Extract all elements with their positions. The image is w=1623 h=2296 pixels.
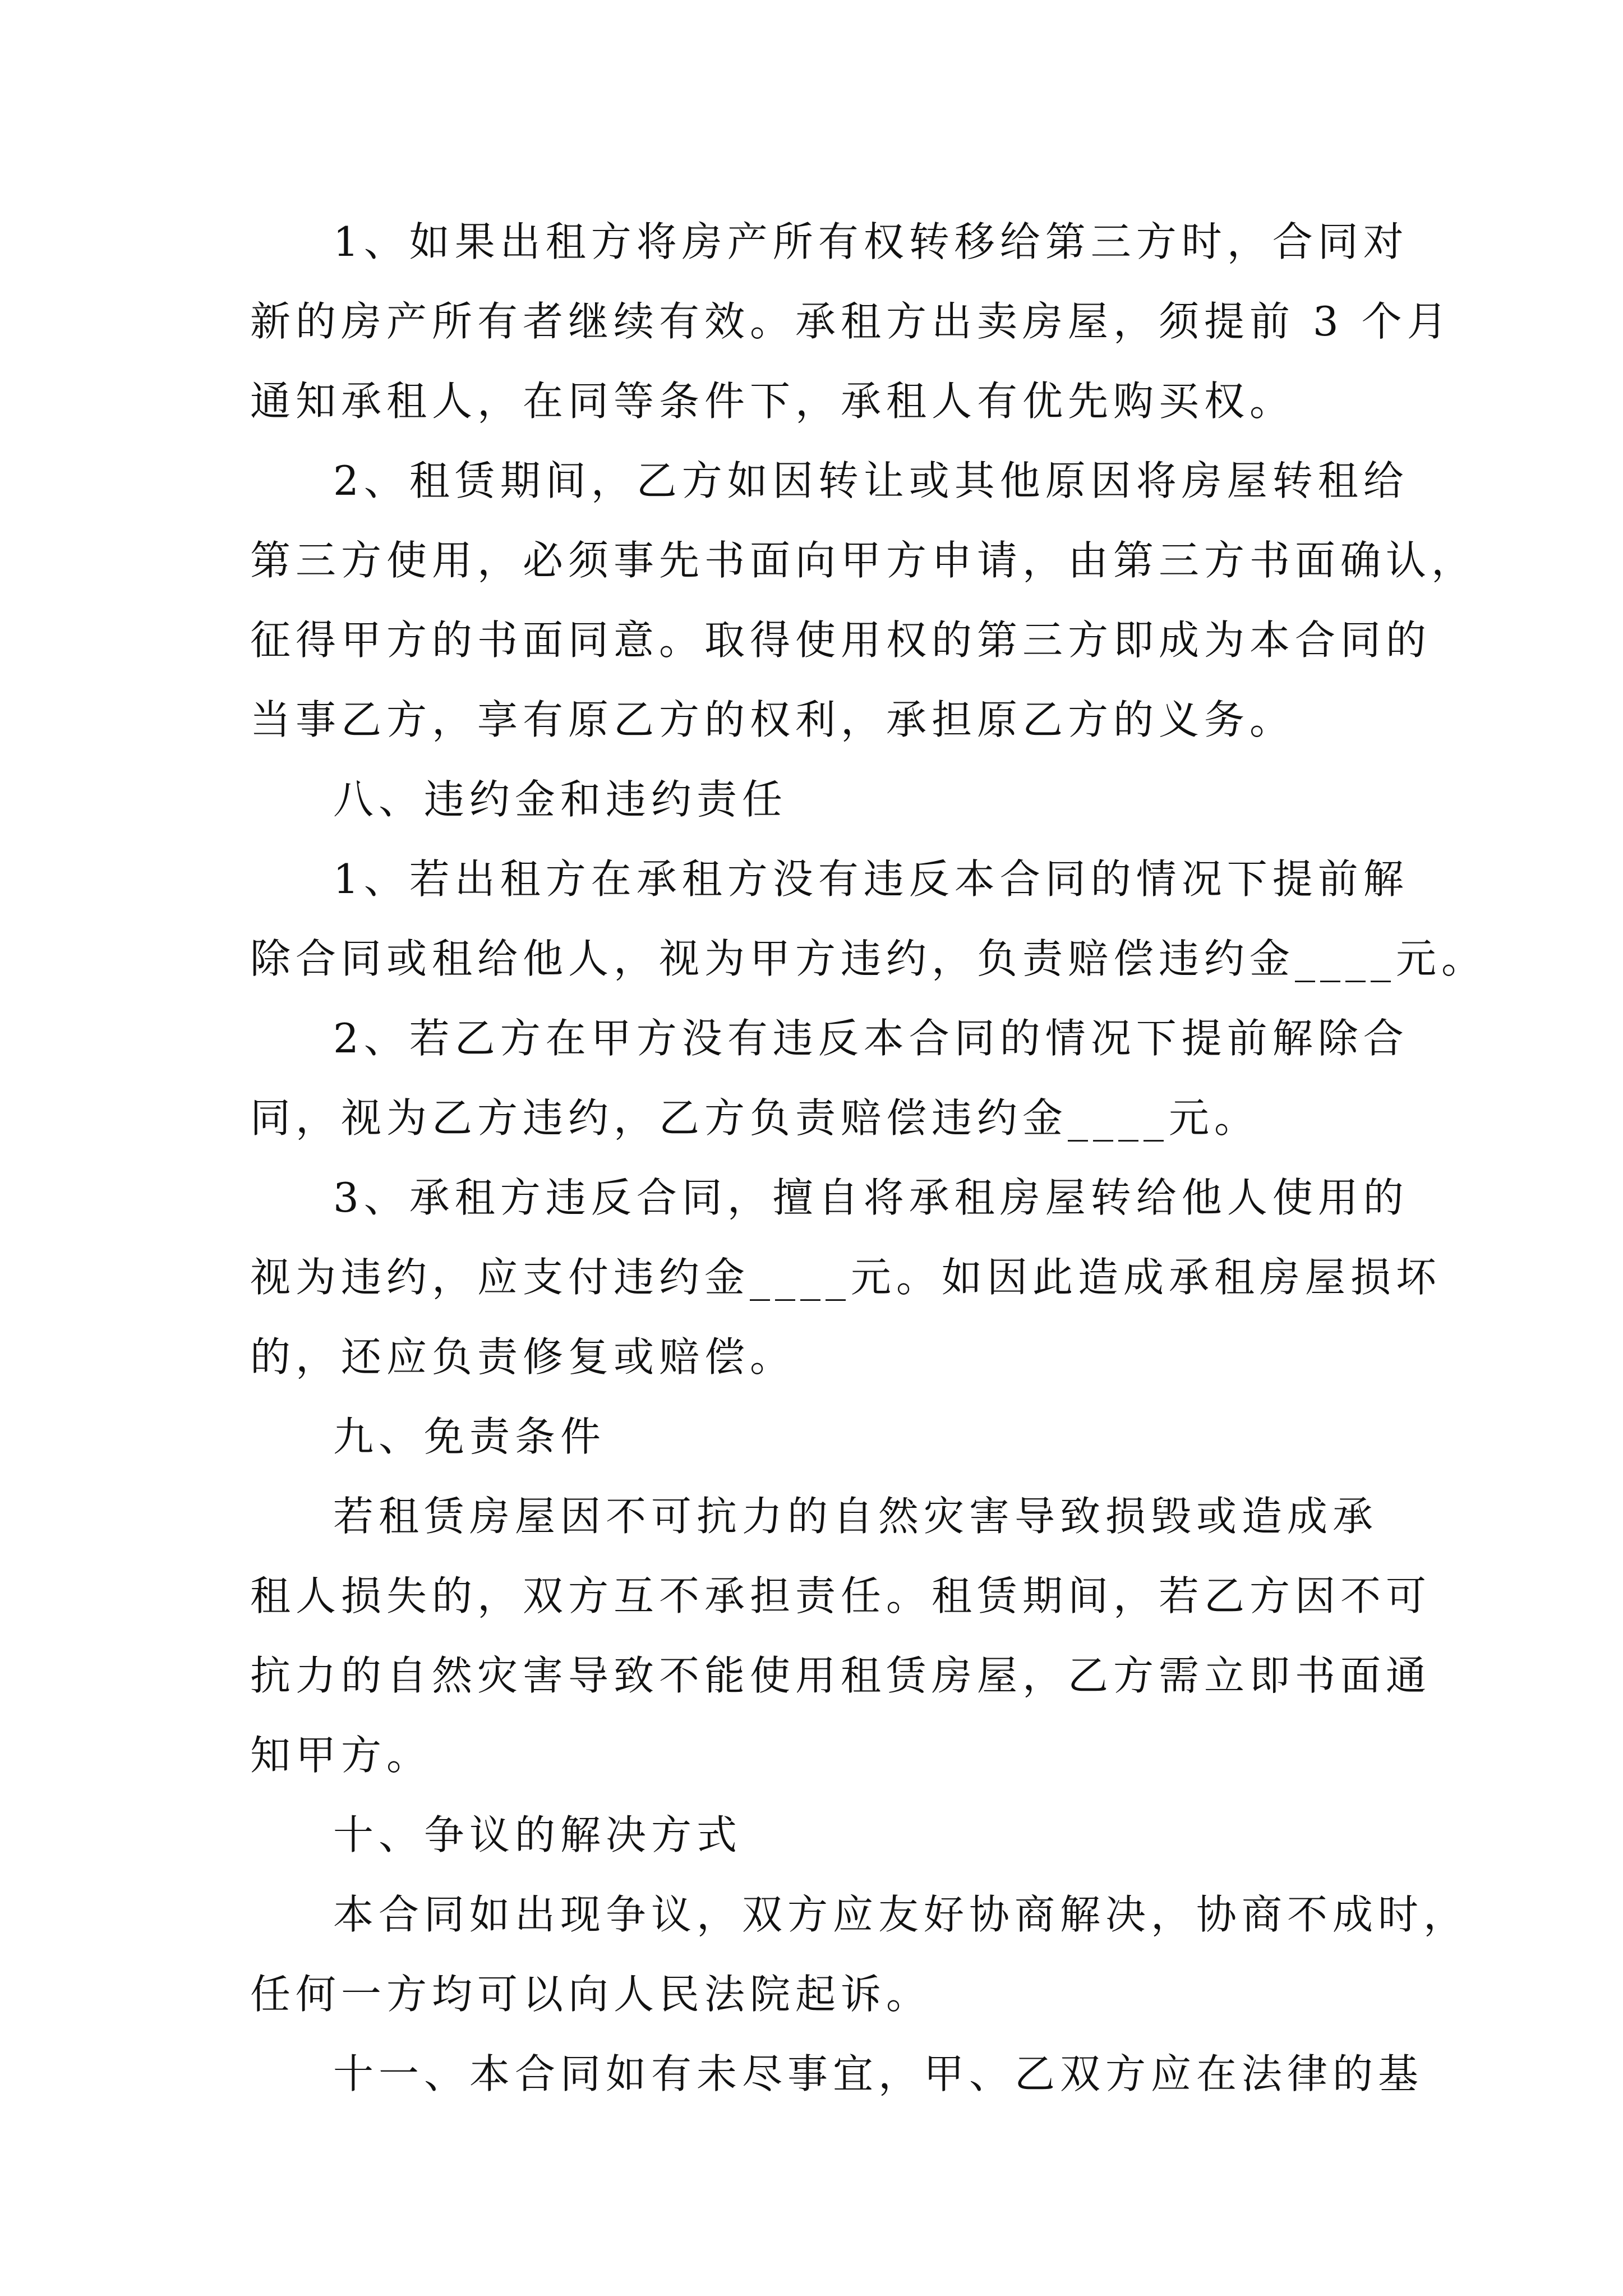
text-line: 除合同或租给他人，视为甲方违约，负责赔偿违约金____元。 bbox=[250, 935, 1487, 982]
text-line: 抗力的自然灾害导致不能使用租赁房屋，乙方需立即书面通 bbox=[250, 1652, 1432, 1699]
text-line: 征得甲方的书面同意。取得使用权的第三方即成为本合同的 bbox=[250, 616, 1432, 664]
text-line: 本合同如出现争议，双方应友好协商解决，协商不成时， bbox=[333, 1891, 1469, 1938]
document-body bbox=[250, 202, 1487, 2114]
text-line: 2、租赁期间，乙方如因转让或其他原因将房屋转租给 bbox=[333, 457, 1409, 504]
text-line: 当事乙方，享有原乙方的权利，承担原乙方的义务。 bbox=[250, 696, 1295, 743]
text-line: 视为违约，应支付违约金____元。如因此造成承租房屋损坏 bbox=[250, 1254, 1442, 1301]
section-heading: 十、争议的解决方式 bbox=[333, 1811, 743, 1858]
text-line: 若租赁房屋因不可抗力的自然灾害导致损毁或造成承 bbox=[333, 1493, 1378, 1540]
text-line: 通知承租人，在同等条件下，承租人有优先购买权。 bbox=[250, 378, 1295, 425]
text-line: 的，还应负责修复或赔偿。 bbox=[250, 1333, 796, 1381]
text-line: 3、承租方违反合同，擅自将承租房屋转给他人使用的 bbox=[333, 1174, 1409, 1221]
text-line: 1、如果出租方将房产所有权转移给第三方时，合同对 bbox=[333, 218, 1409, 265]
text-line: 任何一方均可以向人民法院起诉。 bbox=[250, 1971, 932, 2018]
section-heading: 九、免责条件 bbox=[333, 1413, 606, 1460]
text-line: 第三方使用，必须事先书面向甲方申请，由第三方书面确认， bbox=[250, 537, 1477, 584]
text-line: 租人损失的，双方互不承担责任。租赁期间，若乙方因不可 bbox=[250, 1572, 1432, 1619]
text-line: 知甲方。 bbox=[250, 1732, 432, 1779]
section-heading: 八、违约金和违约责任 bbox=[333, 776, 788, 823]
text-line: 新的房产所有者继续有效。承租方出卖房屋，须提前 3 个月 bbox=[250, 298, 1453, 345]
text-line: 十一、本合同如有未尽事宜，甲、乙双方应在法律的基 bbox=[333, 2050, 1424, 2097]
text-line: 1、若出租方在承租方没有违反本合同的情况下提前解 bbox=[333, 855, 1409, 903]
text-line: 2、若乙方在甲方没有违反本合同的情况下提前解除合 bbox=[333, 1015, 1409, 1062]
text-line: 同，视为乙方违约，乙方负责赔偿违约金____元。 bbox=[250, 1094, 1260, 1142]
